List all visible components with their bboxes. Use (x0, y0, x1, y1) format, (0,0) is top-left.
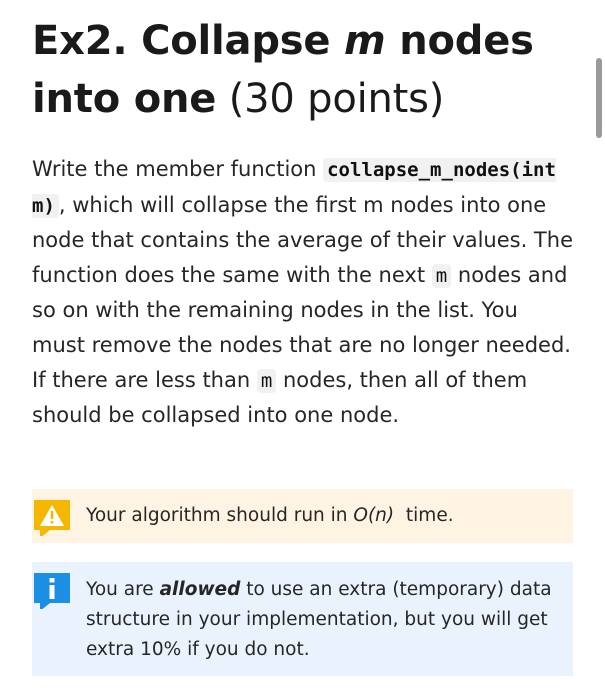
problem-description (32, 152, 577, 433)
inline-code-m-2: m (257, 369, 276, 393)
warning-text-1: Your algorithm should run in (86, 505, 354, 526)
page-content (32, 12, 577, 454)
inline-code-m: m (432, 264, 451, 288)
heading-suffix: nodes (385, 18, 534, 64)
exercise-heading (32, 12, 577, 128)
heading-variable: m (344, 18, 386, 64)
description-text-2: , which will collapse the first m nodes into one node that contains the average of their values. The function does the same with the next (32, 192, 573, 287)
heading-points: (30 points) (216, 76, 445, 122)
info-text (86, 579, 552, 660)
warning-icon (34, 500, 70, 536)
warning-text (86, 505, 454, 526)
heading-prefix: Ex2. Collapse (32, 18, 345, 64)
complexity-value: O(n) (353, 505, 395, 526)
info-text-2: to use an extra (temporary) data structure in your implementation, but you will get extra 10% if you do not. (86, 579, 552, 660)
info-callout (32, 562, 573, 676)
allowed-emphasis: allowed (159, 579, 241, 600)
description-text-4: nodes, then all of them should be collapsed into one node. (32, 367, 528, 428)
info-icon (34, 573, 70, 609)
function-signature-code: collapse_m_nodes(int m) (32, 159, 556, 217)
warning-callout (32, 489, 573, 543)
heading-line2: into one (32, 76, 217, 122)
description-text-3: nodes and so on with the remaining nodes in the list. You must remove the nodes that are no longer needed. If there are less than (32, 262, 571, 392)
description-text-1: Write the member function (32, 157, 324, 181)
scrollbar-thumb[interactable] (596, 58, 602, 138)
warning-text-2: time. (394, 505, 454, 526)
info-text-1: You are (86, 579, 160, 600)
